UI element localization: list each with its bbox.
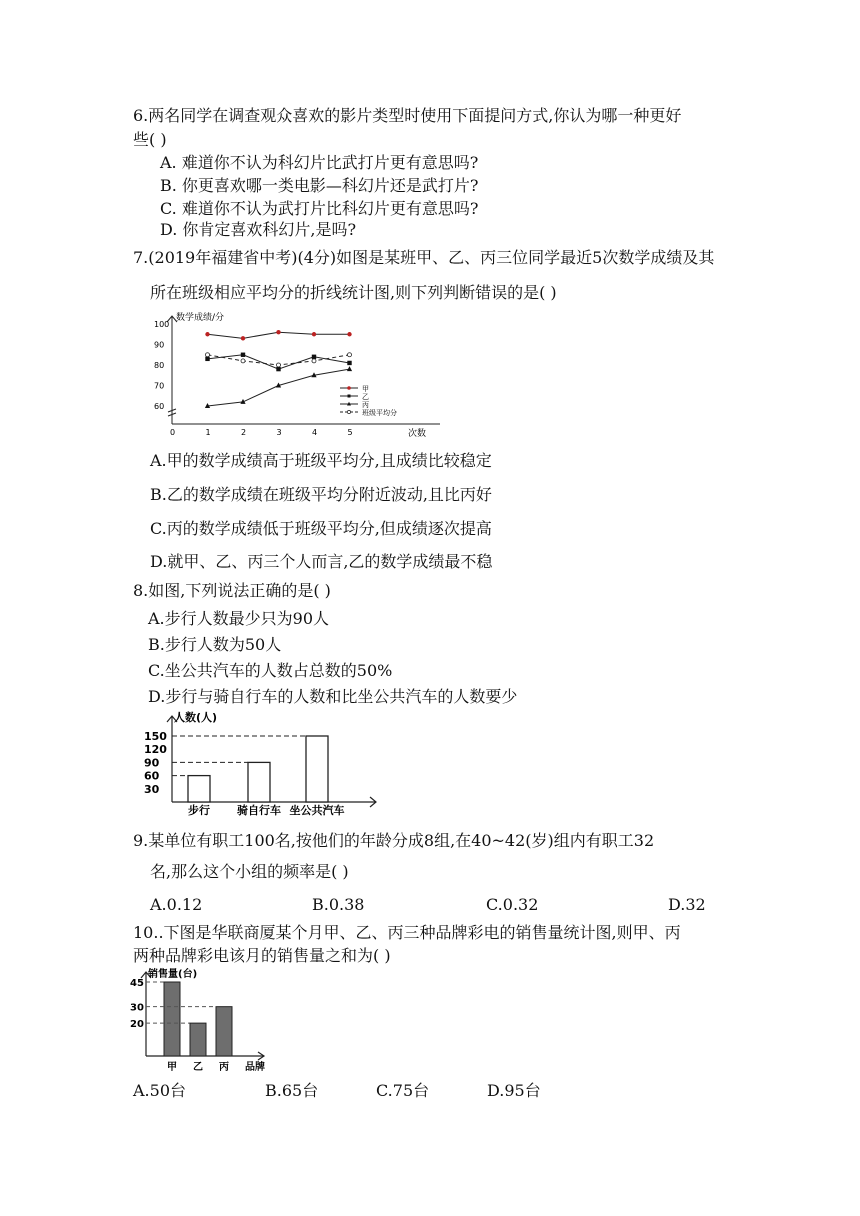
line-chart-xtick-label: 3 <box>276 428 282 437</box>
line-point-circle <box>241 336 245 340</box>
q6-option-b[interactable]: B. 你更喜欢哪一类电影—科幻片还是武打片? <box>160 176 479 195</box>
bar-chart-travel-category: 步行 <box>188 804 210 817</box>
bar-chart-sales-ytick: 45 <box>130 978 144 989</box>
q8-option-a[interactable]: A.步行人数最少只为90人 <box>148 609 330 628</box>
q6-option-d[interactable]: D. 你肯定喜欢科幻片,是吗? <box>160 220 357 239</box>
line-chart-ytick-label: 60 <box>154 402 165 411</box>
q8-option-c[interactable]: C.坐公共汽车的人数占总数的50% <box>148 661 393 680</box>
q7-option-b[interactable]: B.乙的数学成绩在班级平均分附近波动,且比丙好 <box>150 485 492 504</box>
legend-marker <box>347 410 350 413</box>
bar-chart-travel-category: 骑自行车 <box>237 804 281 817</box>
line-point-square <box>276 367 280 371</box>
bar-chart-travel-ytick: 150 <box>144 730 167 743</box>
q9-stem-line1: 9.某单位有职工100名,按他们的年龄分成8组,在40~42(岁)组内有职工32 <box>133 831 655 850</box>
q9-option-a[interactable]: A.0.12 <box>150 895 203 914</box>
line-point-square <box>312 355 316 359</box>
q7-option-a[interactable]: A.甲的数学成绩高于班级平均分,且成绩比较稳定 <box>150 451 492 470</box>
q6-stem-line2: 些( ) <box>133 130 167 149</box>
bar-chart-sales-ytick: 30 <box>130 1002 144 1014</box>
q10-stem-line1: 10..下图是华联商厦某个月甲、乙、丙三种品牌彩电的销售量统计图,则甲、丙 <box>133 923 681 942</box>
q6-stem-line1: 6.两名同学在调查观众喜欢的影片类型时使用下面提问方式,你认为哪一种更好 <box>133 106 682 125</box>
bar-chart-travel-ylabel: 人数(人) <box>174 711 218 724</box>
q9-stem-line2: 名,那么这个小组的频率是( ) <box>150 862 349 881</box>
q7-option-d[interactable]: D.就甲、乙、丙三个人而言,乙的数学成绩最不稳 <box>150 552 493 571</box>
line-point-open-circle <box>206 353 210 357</box>
q8-option-b[interactable]: B.步行人数为50人 <box>148 635 282 654</box>
line-chart-ytick-label: 90 <box>154 340 165 350</box>
bar-chart-travel-bar <box>188 776 210 802</box>
bar-chart-sales-xlabel: 品牌 <box>245 1062 265 1073</box>
q10-option-b[interactable]: B.65台 <box>265 1081 319 1100</box>
line-chart-xtick-label: 1 <box>205 428 211 437</box>
line-point-circle <box>205 332 209 336</box>
bar-chart-sales-bar <box>190 1023 206 1056</box>
line-chart-ytick-label: 100 <box>154 320 170 329</box>
line-point-circle <box>347 332 351 336</box>
q9-option-b[interactable]: B.0.38 <box>312 895 365 914</box>
line-chart <box>150 310 450 440</box>
q7-stem-line2: 所在班级相应平均分的折线统计图,则下列判断错误的是( ) <box>150 283 557 302</box>
bar-chart-travel-bar <box>306 736 328 802</box>
line-chart-legend <box>340 385 397 417</box>
line-point-open-circle <box>312 359 316 363</box>
line-chart-xtick-label: 2 <box>241 428 247 437</box>
bar-chart-travel-ytick: 30 <box>144 782 160 796</box>
legend-label: 甲 <box>362 385 369 393</box>
q9-option-c[interactable]: C.0.32 <box>486 895 539 914</box>
q10-option-d[interactable]: D.95台 <box>487 1081 541 1100</box>
bar-chart-sales-category: 甲 <box>167 1062 177 1073</box>
legend-marker <box>347 386 351 390</box>
bar-chart-sales-category: 丙 <box>219 1062 229 1073</box>
line-chart-ylabel: 数学成绩/分 <box>176 313 225 323</box>
line-chart-ytick-label: 80 <box>154 361 165 370</box>
bar-chart-sales-ytick: 20 <box>130 1019 144 1031</box>
q7-option-c[interactable]: C.丙的数学成绩低于班级平均分,但成绩逐次提高 <box>150 519 492 538</box>
bar-chart-travel-ytick: 90 <box>144 756 160 770</box>
line-point-open-circle <box>277 363 281 367</box>
line-point-open-circle <box>241 359 245 363</box>
q6-option-a[interactable]: A. 难道你不认为科幻片比武打片更有意思吗? <box>160 153 479 172</box>
line-chart-xtick-label: 4 <box>312 428 318 437</box>
legend-label: 班级平均分 <box>362 409 397 417</box>
line-point-open-circle <box>348 353 352 357</box>
q10-stem-line2: 两种品牌彩电该月的销售量之和为( ) <box>133 946 391 965</box>
line-point-square <box>205 357 209 361</box>
line-point-circle <box>276 330 280 334</box>
line-point-circle <box>312 332 316 336</box>
bar-chart-travel-category: 坐公共汽车 <box>289 804 345 817</box>
bar-chart-sales <box>128 966 278 1078</box>
bar-chart-travel-bar <box>248 762 270 802</box>
bar-chart-travel-ytick: 60 <box>144 769 160 783</box>
bar-chart-sales-ylabel: 销售量(台) <box>148 969 198 980</box>
q7-stem-line1: 7.(2019年福建省中考)(4分)如图是某班甲、乙、丙三位同学最近5次数学成绩及其 <box>133 248 715 267</box>
bar-chart-travel-ytick: 120 <box>144 743 167 757</box>
line-point-square <box>347 361 351 365</box>
line-chart-xtick-label: 5 <box>347 428 353 437</box>
legend-label: 乙 <box>362 393 369 401</box>
bar-chart-sales-category: 乙 <box>193 1062 203 1073</box>
q10-option-c[interactable]: C.75台 <box>376 1081 430 1100</box>
line-chart-xtick-label: 0 <box>170 428 176 437</box>
legend-label: 丙 <box>362 401 369 409</box>
q9-option-d[interactable]: D.32 <box>668 895 706 914</box>
bar-chart-sales-bar <box>164 982 180 1056</box>
line-point-square <box>241 353 245 357</box>
q8-option-d[interactable]: D.步行与骑自行车的人数和比坐公共汽车的人数要少 <box>148 687 518 706</box>
bar-chart-sales-bar <box>216 1007 232 1056</box>
legend-marker <box>348 395 351 398</box>
line-point-triangle <box>347 366 352 371</box>
bar-chart-travel <box>140 708 390 820</box>
line-chart-xlabel: 次数 <box>408 429 427 439</box>
line-chart-ytick-label: 70 <box>154 381 165 391</box>
line-series-3 <box>208 369 350 406</box>
q8-stem: 8.如图,下列说法正确的是( ) <box>133 581 331 600</box>
q6-option-c[interactable]: C. 难道你不认为武打片比科幻片更有意思吗? <box>160 199 479 218</box>
q10-option-a[interactable]: A.50台 <box>133 1081 187 1100</box>
